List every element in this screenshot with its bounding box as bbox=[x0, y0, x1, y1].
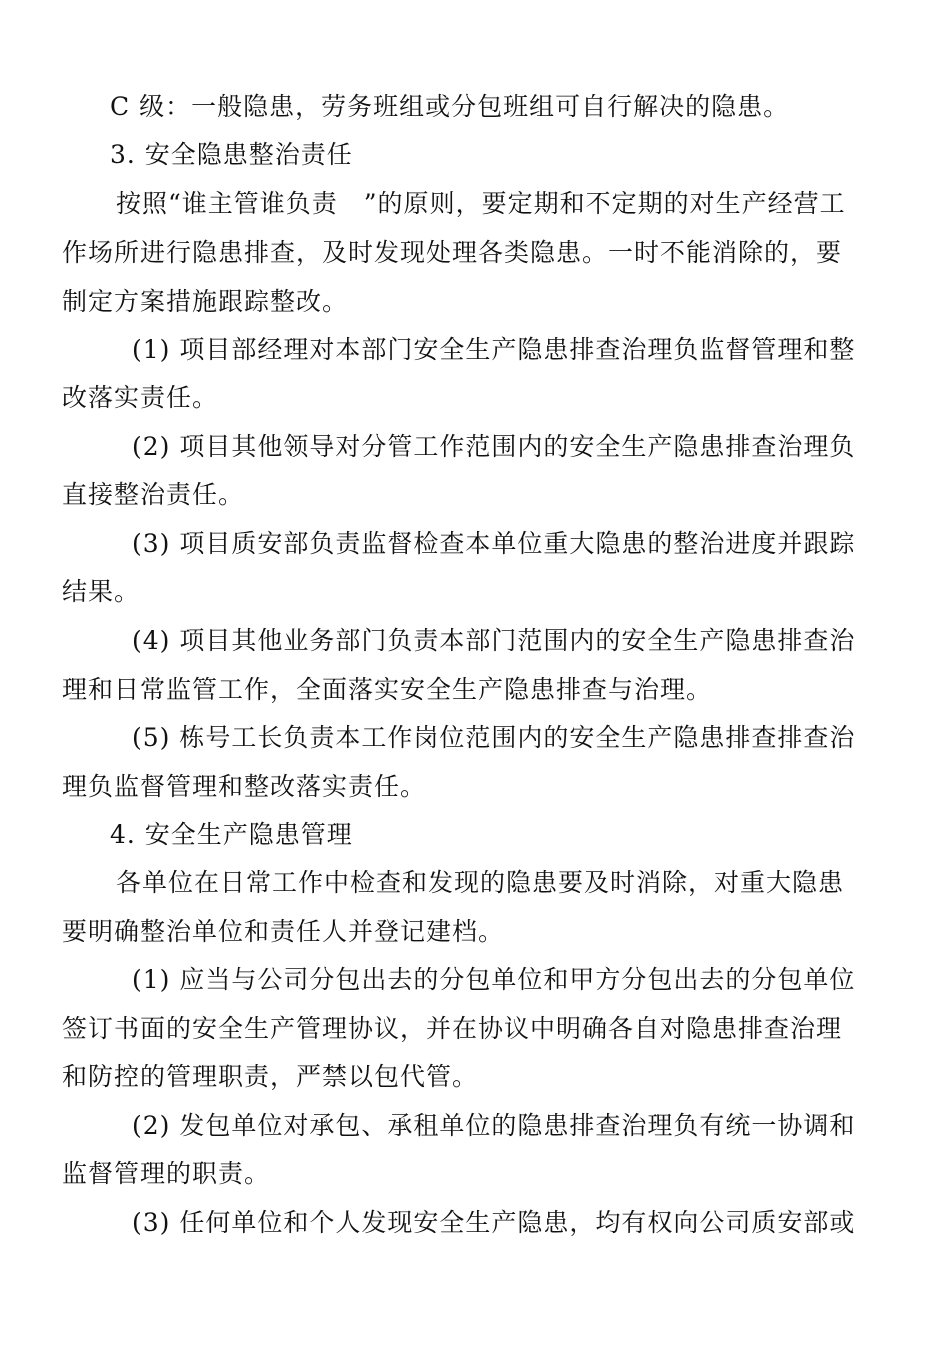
paragraph-grade-c: C 级：一般隐患，劳务班组或分包班组可自行解决的隐患。 bbox=[110, 92, 790, 121]
list-item-text: (3) 项目质安部负责监督检查本单位重大隐患的整治进度并跟踪 bbox=[132, 529, 856, 558]
list-item-text: 结果。 bbox=[62, 577, 141, 606]
paragraph-text: 制定方案措施跟踪整改。 bbox=[62, 287, 349, 316]
list-item-text: (2) 项目其他领导对分管工作范围内的安全生产隐患排查治理负 bbox=[132, 432, 856, 461]
section-heading-4: 4. 安全生产隐患管理 bbox=[110, 820, 353, 849]
list-item-text: (5) 栋号工长负责本工作岗位范围内的安全生产隐患排查排查治 bbox=[132, 723, 856, 752]
list-item-text: 理和日常监管工作，全面落实安全生产隐患排查与治理。 bbox=[62, 675, 713, 704]
list-item-text: (1) 应当与公司分包出去的分包单位和甲方分包出去的分包单位 bbox=[132, 965, 856, 994]
list-item-text: (2) 发包单位对承包、承租单位的隐患排查治理负有统一协调和 bbox=[132, 1111, 856, 1140]
section-heading-3: 3. 安全隐患整治责任 bbox=[110, 140, 353, 169]
paragraph-text: 各单位在日常工作中检查和发现的隐患要及时消除，对重大隐患 bbox=[116, 868, 845, 897]
paragraph-text: 要明确整治单位和责任人并登记建档。 bbox=[62, 917, 505, 946]
paragraph-text: 作场所进行隐患排查，及时发现处理各类隐患。一时不能消除的，要 bbox=[62, 238, 843, 267]
list-item-text: 监督管理的职责。 bbox=[62, 1159, 271, 1188]
list-item-text: 直接整治责任。 bbox=[62, 480, 245, 509]
list-item-text: 签订书面的安全生产管理协议，并在协议中明确各自对隐患排查治理 bbox=[62, 1014, 843, 1043]
list-item-text: (4) 项目其他业务部门负责本部门范围内的安全生产隐患排查治 bbox=[132, 626, 856, 655]
list-item-text: 理负监督管理和整改落实责任。 bbox=[62, 772, 427, 801]
list-item-text: 和防控的管理职责，严禁以包代管。 bbox=[62, 1062, 479, 1091]
list-item-text: (3) 任何单位和个人发现安全生产隐患，均有权向公司质安部或 bbox=[132, 1208, 856, 1237]
paragraph-text: 按照“谁主管谁负责 ”的原则，要定期和不定期的对生产经营工 bbox=[116, 189, 846, 218]
list-item-text: 改落实责任。 bbox=[62, 383, 219, 412]
list-item-text: (1) 项目部经理对本部门安全生产隐患排查治理负监督管理和整 bbox=[132, 335, 856, 364]
